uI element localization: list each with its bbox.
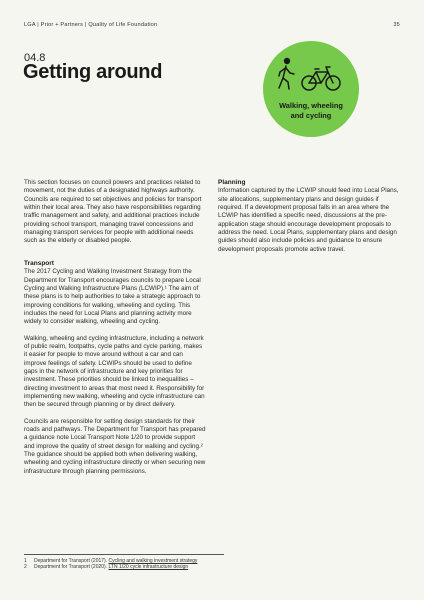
footnote [24, 564, 224, 570]
transport-heading: Transport [24, 259, 54, 267]
transport-paragraph-2: Walking, wheeling and cycling infrastructure, including a network of public realm, footpaths, cycle paths and cycle parking, makes it easier for people to move around without a car and can improve feelings of safety. LCWIPs should be used to define gaps in the network of infrastructure and key priorities for investment. These priorities should be linked to inequalities – directing investment to areas that most need it. Responsibility for implementing new walking, wheeling and cycle infrastructure can then be secured through planning or by direct delivery. [24, 334, 205, 409]
planning-paragraph: Information captured by the LCWIP should feed into Local Plans, site allocations, supplementary plans and design guides if required. If a development proposal falls in an area where the LCWIP has identified a specific need, discussions at the pre-application stage should encourage development proposals to address the need. Local Plans, supplementary plans and design guides should also include policies and guidance to ensure development proposals promote active travel. [218, 187, 399, 253]
intro-paragraph: This section focuses on council powers and practices related to movement, not the duties of a designated highways authority. Councils are required to set objectives and policies for transport within their local area. They also have responsibilities regarding traffic management and safety, and additional practices include providing school transport, managing travel concessions and managing transport services for people with additional needs such as the elderly or disabled people. [24, 179, 202, 245]
footnote-link[interactable]: Cycling and walking investment strategy [108, 558, 198, 564]
transport-paragraph-1: The 2017 Cycling and Walking Investment Strategy from the Department for Transport encourages councils to prepare Local Cycling and Walking Infrastructure Plans (LCWIP).¹ The aim of these plans is to help authorities to take a strategic approach to improving conditions for walking, wheeling and cycling. This includes the need for Local Plans and planning activity more widely to consider walking, wheeling and cycling. [24, 268, 201, 326]
walking-cycling-icons [263, 41, 359, 137]
page-number: 35 [393, 22, 400, 28]
topic-badge [263, 41, 359, 137]
transport-paragraph-3: Councils are responsible for setting design standards for their roads and pathways. The Department for Transport has prepared a guidance note Local Transport Note 1/20 to provide support and improve the quality of street design for walking and cycling.² The guidance should be applied both when delivering walking, wheeling and cycling infrastructure directly or when securing new infrastructure through planning permissions. [24, 417, 206, 475]
footnote-citation: Department for Transport (2020). [34, 564, 109, 571]
left-column [24, 179, 206, 484]
footnote-text [34, 564, 188, 570]
pedestrian-icon [279, 58, 294, 89]
footnote-citation: Department for Transport (2017). [34, 558, 109, 564]
planning-heading: Planning [218, 179, 246, 186]
bicycle-icon [302, 67, 340, 90]
badge-label: Walking, wheeling and cycling [279, 101, 343, 120]
footnote-number: 2 [24, 564, 27, 571]
footnote-link[interactable]: LTN 1/20 cycle infrastructure design [108, 564, 189, 571]
right-column [218, 179, 400, 262]
page-header [24, 22, 400, 28]
footnotes [24, 554, 224, 571]
page-title: Getting around [23, 61, 163, 83]
header-publisher: LGA | Prior + Partners | Quality of Life Foundation [24, 22, 158, 28]
footnote-number: 1 [24, 558, 27, 564]
section-number: 04.8 [24, 52, 46, 64]
